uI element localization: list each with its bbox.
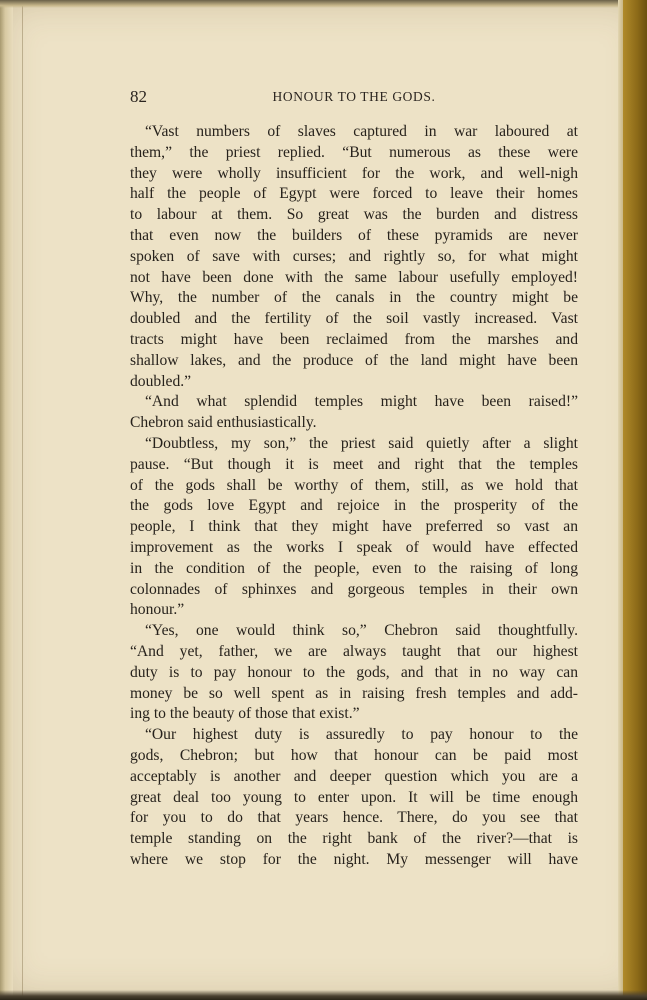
text-line: of the gods shall be worthy of them, still, as we hold that [130, 476, 578, 494]
text-line: “Our highest duty is assuredly to pay honour to the [145, 726, 578, 744]
text-line: people, I think that they might have preferred so vast an [130, 518, 578, 536]
book-cover-edge [623, 0, 647, 1000]
text-line: spoken of save with curses; and rightly so, for what might [130, 247, 578, 265]
text-line: where we stop for the night. My messenger will have [130, 850, 578, 868]
page-gutter-shadow [0, 0, 13, 1000]
text-line: “Yes, one would think so,” Chebron said thoughtfully. [145, 622, 578, 640]
text-line: “Vast numbers of slaves captured in war laboured at [145, 123, 578, 140]
text-line: doubled.” [130, 372, 192, 390]
text-line: improvement as the works I speak of would have effected [130, 538, 578, 556]
text-line: great deal too young to enter upon. It will be time enough [130, 788, 578, 806]
page-fold-line [22, 0, 23, 1000]
text-line: money be so well spent as in raising fresh temples and add- [130, 684, 578, 702]
text-line: ing to the beauty of those that exist.” [130, 705, 360, 723]
page-header [130, 87, 578, 111]
text-line: Chebron said enthusiastically. [130, 414, 317, 432]
running-head: HONOUR TO THE GODS. [272, 89, 436, 104]
text-line: “And what splendid temples might have been raised!” [145, 393, 578, 411]
text-line: to labour at them. So great was the burden and distress [130, 206, 578, 224]
text-line: the gods love Egypt and rejoice in the prosperity of the [130, 497, 578, 515]
page-top-edge [0, 0, 647, 8]
page-bottom-edge [0, 990, 647, 1000]
text-line: them,” the priest replied. “But numerous as these were [130, 143, 578, 161]
page-number: 82 [130, 87, 147, 106]
text-line: honour.” [130, 601, 185, 619]
text-line: acceptably is another and deeper question which you are a [130, 767, 578, 785]
text-line: “Doubtless, my son,” the priest said quietly after a slight [145, 434, 578, 452]
text-line: temple standing on the right bank of the river?—that is [130, 830, 578, 848]
text-line: that even now the builders of these pyramids are never [130, 226, 578, 244]
text-line: gods, Chebron; but how that honour can be paid most [130, 746, 578, 764]
text-line: for you to do that years hence. There, do you see that [130, 809, 578, 827]
text-line: tracts might have been reclaimed from the marshes and [130, 330, 578, 348]
text-line: doubled and the fertility of the soil vastly increased. Vast [130, 310, 578, 328]
body-text [130, 122, 578, 871]
text-line: they were wholly insufficient for the work, and well-nigh [130, 164, 578, 182]
text-line: half the people of Egypt were forced to leave their homes [130, 185, 578, 203]
text-line: shallow lakes, and the produce of the land might have been [130, 351, 578, 369]
text-line: in the condition of the people, even to the raising of long [130, 559, 578, 577]
text-line: not have been done with the same labour usefully employed! [130, 268, 578, 286]
text-line: Why, the number of the canals in the country might be [130, 289, 578, 307]
text-line: “And yet, father, we are always taught that our highest [130, 642, 578, 660]
text-line: duty is to pay honour to the gods, and that in no way can [130, 663, 578, 681]
text-line: colonnades of sphinxes and gorgeous temples in their own [130, 580, 578, 598]
text-line: pause. “But though it is meet and right that the temples [130, 455, 578, 473]
